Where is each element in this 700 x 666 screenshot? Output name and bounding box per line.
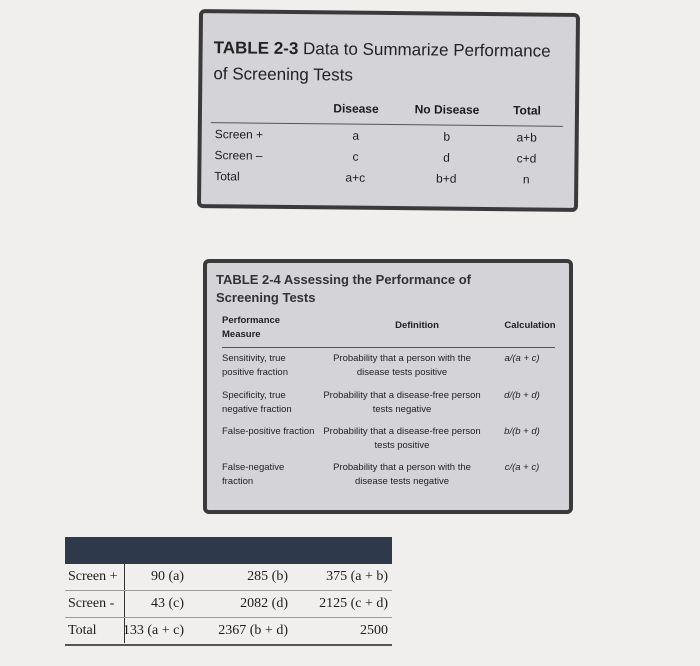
- definition-cell: Probability that a disease-free person tests negative: [323, 390, 481, 415]
- table-2-4-box: [203, 259, 573, 514]
- row-label: Screen -: [68, 596, 115, 611]
- row-label: Screen +: [68, 569, 118, 584]
- row-label: Total: [68, 623, 97, 638]
- calculation-cell: a/(a + c): [504, 353, 540, 364]
- header-measure: Performance Measure: [222, 315, 281, 340]
- calculation-cell: b/(b + d): [504, 426, 540, 437]
- row-label: Screen –: [214, 148, 263, 163]
- table-cell: 43 (c): [150, 596, 184, 611]
- measure-cell: False-negative fraction: [222, 462, 285, 487]
- table-2-3-box: [197, 9, 580, 212]
- header-cell: Disease: [333, 101, 379, 116]
- measure-cell: Sensitivity, true positive fraction: [222, 353, 289, 378]
- table-row: [210, 169, 562, 194]
- calculation-cell: c/(a + c): [504, 462, 540, 473]
- header-divider: [222, 347, 555, 348]
- table-cell: a+b: [516, 130, 537, 145]
- table-cell: a: [352, 128, 360, 143]
- table-cell: c: [352, 149, 359, 164]
- table-row: [65, 564, 392, 591]
- table-2-3: [210, 100, 563, 194]
- data-table: [65, 537, 392, 646]
- table-cell: d: [443, 150, 450, 165]
- definition-cell: Probability that a disease-free person tests positive: [323, 426, 481, 451]
- table-cell: 285 (b): [247, 569, 288, 584]
- table-cell: 133 (a + c): [122, 623, 184, 638]
- table-cell: 90 (a): [150, 569, 184, 584]
- table-header-bar: [65, 537, 392, 564]
- table-cell: b+d: [436, 171, 457, 186]
- calculation-cell: d/(b + d): [504, 390, 540, 401]
- table-cell: b: [443, 129, 451, 144]
- row-label: Screen +: [214, 127, 264, 142]
- header-cell: No Disease: [414, 102, 480, 117]
- table-cell: a+c: [345, 170, 366, 185]
- header-cell: Total: [513, 103, 541, 118]
- table-cell: c+d: [516, 151, 537, 166]
- table-cell: 2367 (b + d): [218, 623, 288, 638]
- table-row: [65, 591, 392, 618]
- header-definition: Definition: [395, 320, 439, 331]
- header-calculation: Calculation: [504, 320, 556, 331]
- measure-cell: False-positive fraction: [222, 426, 315, 437]
- table-row: [65, 618, 392, 646]
- definition-cell: Probability that a person with the disease tests positive: [333, 353, 471, 378]
- table-cell: 2500: [360, 623, 388, 638]
- table-2-3-title: TABLE 2-3 Data to Summarize Performance of Screening Tests: [213, 38, 551, 85]
- table-cell: 375 (a + b): [326, 569, 388, 584]
- table-cell: n: [522, 172, 530, 187]
- table-header-row: [211, 100, 563, 127]
- row-label: Total: [214, 169, 240, 184]
- definition-cell: Probability that a person with the disease tests negative: [333, 462, 471, 487]
- table-cell: 2125 (c + d): [319, 596, 388, 611]
- measure-cell: Specificity, true negative fraction: [222, 390, 292, 415]
- table-cell: 2082 (d): [240, 596, 288, 611]
- table-2-4-title: TABLE 2-4 Assessing the Performance of Screening Tests: [216, 272, 472, 305]
